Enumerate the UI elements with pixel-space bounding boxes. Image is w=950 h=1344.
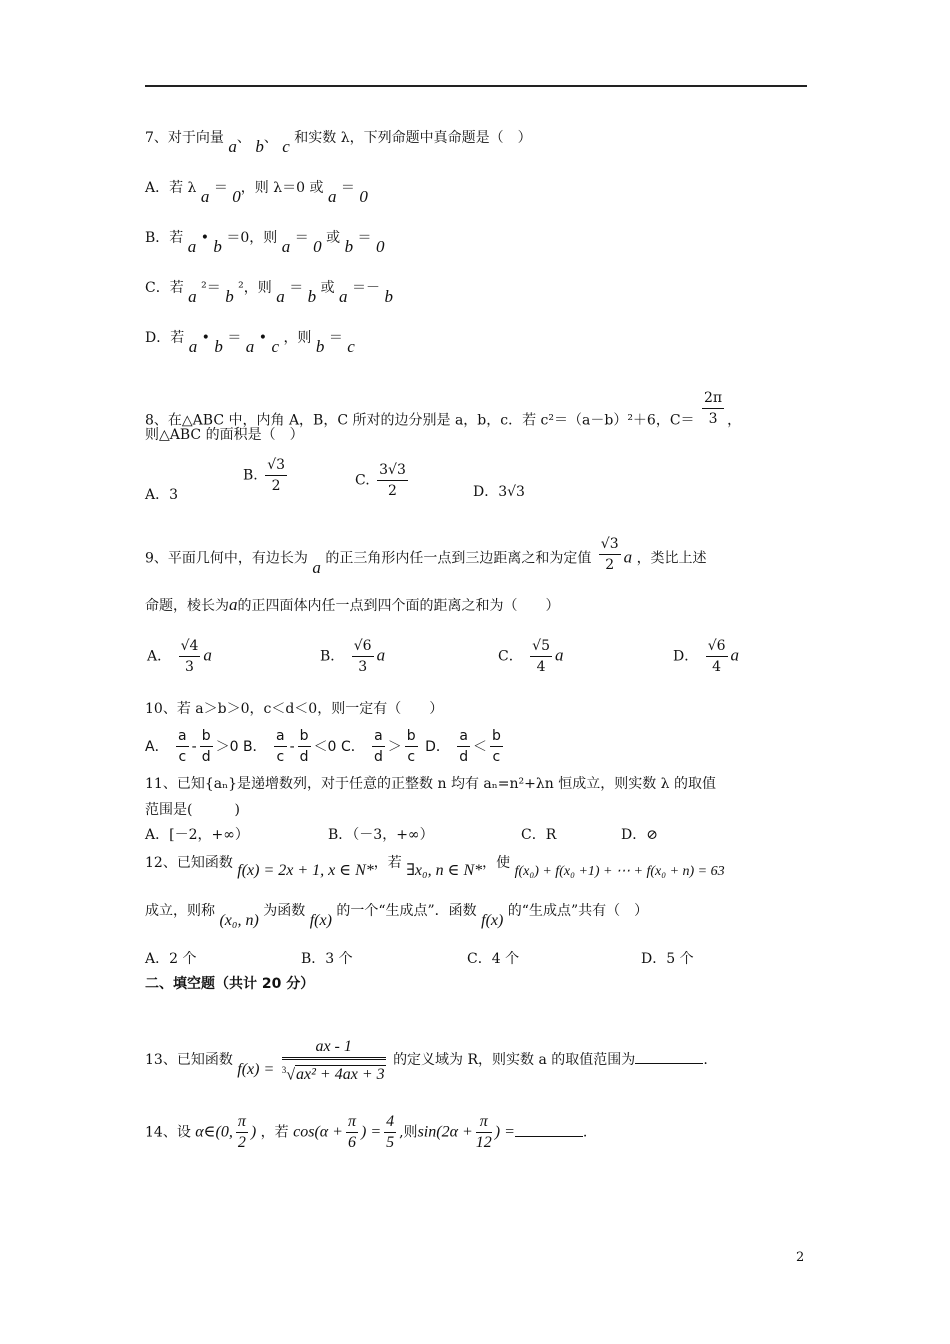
q8-option-b: B. $\frac{√3}{2}$: [243, 457, 286, 494]
q8-angle-fraction: $\frac{2\pi}{3}$: [704, 390, 723, 427]
q10-option-d: D． $\frac{a}{d}$ ＜ $\frac{b}{c}$: [425, 728, 501, 765]
q12-option-c: C．4 个: [467, 951, 520, 967]
q12-stem-line2: 成立，则称 (x₀, n) 为函数 f(x) 的一个“生成点”．函数 f(x) 的“生成点”共有（ ）: [145, 903, 649, 929]
q13-fraction: $\frac{ax - 1}{^3√ax^2 + 4ax + 3}$: [281, 1038, 385, 1084]
q12-option-a: A．2 个: [145, 951, 197, 967]
q14-answer-blank[interactable]: [515, 1122, 583, 1137]
q11-stem: 11、已知{aₙ}是递增数列，对于任意的正整数 n 均有 aₙ=n²+λn 恒成立，则实数 λ 的取值: [145, 776, 717, 792]
q11-option-a: A．[－2，+∞）: [145, 827, 249, 843]
q9-option-d: D． $\frac{√6}{4}$ a: [673, 638, 740, 675]
q11-option-c: C．R: [521, 827, 557, 843]
q12-option-b: B．3 个: [301, 951, 353, 967]
q8-option-d: D．3√3: [473, 484, 525, 500]
q8-option-c: C. $\frac{3√3}{2}$: [355, 462, 406, 499]
q7-option-d: D．若 a • b ＝ a • c ，则 b ＝ c: [145, 330, 355, 356]
q9-option-a: A． $\frac{√4}{3}$ a: [147, 638, 212, 675]
q10-stem: 10、若 a＞b＞0，c＜d＜0，则一定有（ ）: [145, 701, 444, 717]
header-rule: [145, 85, 807, 87]
q13-answer-blank[interactable]: [635, 1049, 703, 1064]
q12-stem: 12、已知函数 f(x) = 2x + 1, x ∈ N*，若 ∃x₀, n ∈ N*，使 f(x₀) + f(x₀ +1) + ⋯ + f(x₀ + n) = 63: [145, 855, 725, 879]
q12-option-d: D．5 个: [641, 951, 694, 967]
q9-option-c: C． $\frac{√5}{4}$ a: [498, 638, 564, 675]
q7-stem: 7、对于向量 a、 b、 c 和实数 λ，下列命题中真命题是（ ）: [145, 130, 532, 156]
q10-option-c: C． $\frac{a}{d}$ ＞ $\frac{b}{c}$: [340, 728, 416, 765]
q14-stem: 14、设 α∈(0, $\frac{\pi}{2}$ ) ，若 cos(α + $\frac{\pi}{6}$ ) = $\frac{4}{5}$ ,则sin(2α + $\frac{\pi}{12}$ ) = .: [145, 1113, 588, 1151]
q7-option-b: B．若 a • b ＝0，则 a ＝ 0 或 b ＝ 0: [145, 230, 385, 256]
section-title: 二、填空题（共计 20 分）: [145, 976, 315, 992]
q9-option-b: B． $\frac{√6}{3}$ a: [320, 638, 386, 675]
q7-option-c: C．若 a ²＝ b ²，则 a ＝ b 或 a ＝－ b: [145, 280, 393, 306]
q10-option-b: B． $\frac{a}{c}$ - $\frac{b}{d}$ ＜0: [242, 728, 337, 765]
q7-option-a: A．若 λ a ＝ 0，则 λ＝0 或 a ＝ 0: [145, 180, 368, 206]
q11-option-b: B．（－3，+∞）: [328, 827, 434, 843]
q11-stem-line2: 范围是( ): [145, 802, 240, 818]
q8-stem-line2: 则△ABC 的面积是（ ）: [145, 427, 304, 443]
q10-option-a: A． $\frac{a}{c}$ - $\frac{b}{d}$ ＞0: [145, 728, 239, 765]
q13-stem: 13、已知函数 f(x) = $\frac{ax - 1}{^3√ax^2 + 4ax + 3}$ 的定义域为 R，则实数 a 的取值范围为 .: [145, 1038, 708, 1084]
q8-option-a: A．3: [145, 487, 179, 503]
q11-option-d: D．⊘: [621, 827, 658, 843]
q8-stem: 8、在△ABC 中，内角 A，B，C 所对的边分别是 a，b，c．若 c²＝（a－b）²＋6，C＝ $\frac{2\pi}{3}$ ，: [145, 390, 742, 429]
q9-stem: 9、平面几何中，有边长为 a 的正三角形内任一点到三边距离之和为定值 $\frac{√3}{2}$ a ，类比上述: [145, 536, 707, 577]
q10-options: [145, 726, 506, 767]
q9-stem-line2: 命题，棱长为a的正四面体内任一点到四个面的距离之和为（ ）: [145, 595, 560, 614]
page-number: 2: [796, 1250, 805, 1265]
